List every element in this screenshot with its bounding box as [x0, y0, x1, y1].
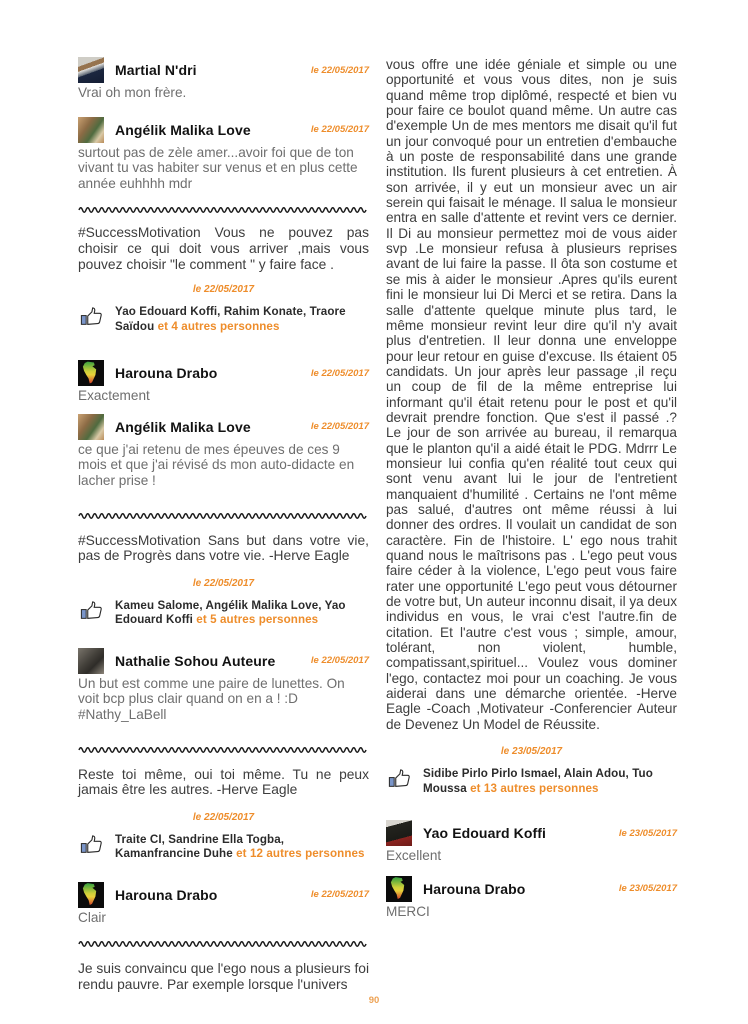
post-text: Reste toi même, oui toi même. Tu ne peux jamais être les autres. -Herve Eagle	[78, 766, 369, 798]
comment-author: Harouna Drabo	[115, 886, 218, 903]
like-summary	[78, 833, 369, 862]
page-number: 90	[368, 995, 380, 1006]
avatar-harouna-drabo	[78, 882, 104, 908]
like-thumb-icon	[80, 306, 106, 332]
comment-date: le 22/05/2017	[310, 655, 369, 667]
like-thumb-icon	[80, 834, 106, 860]
post-text: Je suis convaincu que l'ego nous a plusieurs foi rendu pauvre. Par exemple lorsque l'univers	[78, 961, 370, 992]
comment-text: Un but est comme une paire de lunettes. On voit bcp plus clair quand on en a ! :D #Nathy_LaBell	[78, 675, 345, 722]
comment-head	[78, 57, 369, 83]
comment-date: le 22/05/2017	[310, 889, 369, 901]
comment-date: le 22/05/2017	[310, 64, 369, 76]
comment-text: Exactement	[78, 388, 150, 404]
like-others: et 4 autres personnes	[157, 319, 280, 333]
like-others: et 13 autres personnes	[470, 781, 599, 795]
avatar-angelik-malika-love	[78, 414, 104, 440]
comment-head	[78, 648, 369, 674]
comment-author: Nathalie Sohou Auteure	[115, 652, 276, 669]
comment-author: Martial N'dri	[115, 62, 197, 78]
like-text	[115, 599, 369, 628]
wavy-divider	[78, 205, 369, 215]
comment-author: Harouna Drabo	[423, 880, 526, 897]
like-thumb-icon	[80, 600, 106, 626]
comment-author: Harouna Drabo	[115, 365, 218, 382]
avatar-yao-edouard-koffi	[386, 820, 412, 846]
post-date: le 22/05/2017	[192, 577, 255, 589]
avatar-martial-ndri	[78, 57, 104, 83]
comment-text: surtout pas de zèle amer...avoir foi que de ton vivant tu vas habiter sur venus et en plus cette année euhhhh mdr	[78, 144, 358, 191]
post-body-text: vous offre une idée géniale et simple ou une opportunité et vous vous dites, non je suis quand même trop diplômé, respecté et bien vu pour faire ce boulot quand même. Un autre cas d'exemple Un de mes mentors me disait qu'il fut un jour convoqué pour un entretien d'embauche à un poste de responsabilité dans une grande institution. Ils furent plusieurs à cet entretien. À son arrivée, il y eut un monsieur avec un air serein qui faisait le ménage. Il salua le monsieur entra en salle d'attente et revint vers ce dernier. Il Di au monsieur permettez moi de vous aider svp .Le monsieur refusa à plusieurs reprises avant de lui faire la passe. Il ôta son costume et se mis à aider le monsieur .Apres qu'ils eurent fini le monsieur lui Di Merci et se retira. Dans la salle d'attente quelque minute plus tard, le même monsieur revint leur dire qu'il n'y avait plus d'entretien. Il leur donna une enveloppe pour leur retour en guise d'excuse. Ils étaient 05 candidats. Un jour après leur passage ,il reçu un coup de fil de la même entreprise lui informant qu'il était retenu pour le post et qu'il devrait prendre fonction. Que s'est il passé .? Le jour de son arrivée au bureau, il remarqua que le planton qu'il a aidé était le PDG. Mdrrr Le monsieur lui confia qu'en réalité tout ceux qui sont venu avant lui le jour de l'entretient manquaient d'humilité . Certains ne l'ont même pas salué, d'autres ont même réussi à lui donner des ordres. Il voulait un candidat de son caractère. Fin de l'histoire. L' ego nous trahit quand nous le maîtrisons pas . L'ego peut vous faire céder à la violence, L'ego peut vous faire rater une opportunité L'ego peut vous détourner de votre but, Un auteur inconnu disait, il ya deux individus en vous, le vrai c'est l'autre.fin de citation. Et l'autre c'est vous ; simple, amour, tolérant, non violent, humble, compatissant,spirituel... Voulez vous dominer l'ego, contactez moi pour un coaching. Je vous aiderai dans une démarche orientée. -Herve Eagle -Coach ,Motivateur -Conferencier Auteur de Devenez Un Model de Réussite.	[386, 57, 677, 732]
comment-block	[386, 820, 677, 864]
comment-block	[78, 648, 369, 723]
like-names: Kameu Salome, Angélik Malika Love, Yao Edouard Koffi	[115, 598, 346, 627]
like-text	[115, 833, 369, 862]
avatar-nathalie-sohou	[78, 648, 104, 674]
comment-block	[78, 360, 369, 404]
comment-block	[386, 876, 677, 920]
comment-head	[78, 117, 369, 143]
comment-text: Excellent	[386, 848, 442, 864]
comment-author: Angélik Malika Love	[115, 418, 251, 435]
avatar-harouna-drabo	[78, 360, 104, 386]
like-others: et 12 autres personnes	[236, 847, 365, 861]
post-date: le 22/05/2017	[192, 284, 255, 296]
comment-text: Vrai oh mon frère.	[78, 85, 187, 100]
post-date: le 23/05/2017	[500, 746, 563, 758]
left-column	[78, 57, 369, 992]
comment-author: Angélik Malika Love	[115, 121, 251, 138]
like-names: Traite CI, Sandrine Ella Togba, Kamanfrancine Duhe	[115, 832, 285, 861]
comment-block	[78, 57, 369, 101]
avatar-angelik-malika-love	[78, 117, 104, 143]
comment-head	[386, 820, 677, 846]
comment-text: Clair	[78, 909, 106, 925]
comment-head	[78, 414, 369, 440]
like-others: et 5 autres personnes	[196, 613, 319, 627]
comment-head	[386, 876, 677, 902]
wavy-divider	[78, 939, 369, 949]
right-column	[386, 57, 677, 919]
comment-text: ce que j'ai retenu de mes épeuves de ces 9 mois et que j'ai révisé ds mon auto-didacte en lacher prise !	[78, 441, 355, 488]
like-names: Yao Edouard Koffi, Rahim Konate, Traore Saïdou	[115, 305, 346, 333]
post-text: #SuccessMotivation Sans but dans votre vie, pas de Progrès dans votre vie. -Herve Eagle	[78, 532, 369, 564]
like-thumb-icon	[388, 768, 414, 794]
post-date: le 22/05/2017	[192, 811, 255, 823]
comment-block	[78, 882, 369, 926]
comment-head	[78, 360, 369, 386]
like-summary	[78, 305, 369, 334]
like-text	[115, 305, 369, 334]
comment-block	[78, 117, 369, 192]
comment-block	[78, 414, 369, 489]
wavy-divider	[78, 511, 369, 521]
comment-author: Yao Edouard Koffi	[423, 825, 547, 842]
comment-date: le 22/05/2017	[310, 124, 369, 136]
comment-date: le 22/05/2017	[310, 421, 369, 433]
avatar-harouna-drabo	[386, 876, 412, 902]
comment-date: le 23/05/2017	[618, 827, 677, 839]
wavy-divider	[78, 745, 369, 755]
comment-date: le 22/05/2017	[310, 367, 369, 379]
post-text: #SuccessMotivation Vous ne pouvez pas choisir ce qui doit vous arriver ,mais vous pouvez choisir "le comment " y faire face .	[78, 225, 369, 272]
like-names: Sidibe Pirlo Pirlo Ismael, Alain Adou, Tuo Moussa	[423, 767, 653, 795]
comment-text: MERCI	[386, 903, 430, 919]
like-summary	[386, 767, 677, 796]
comment-date: le 23/05/2017	[618, 883, 677, 895]
like-summary	[78, 599, 369, 628]
comment-head	[78, 882, 369, 908]
like-text	[423, 767, 677, 796]
